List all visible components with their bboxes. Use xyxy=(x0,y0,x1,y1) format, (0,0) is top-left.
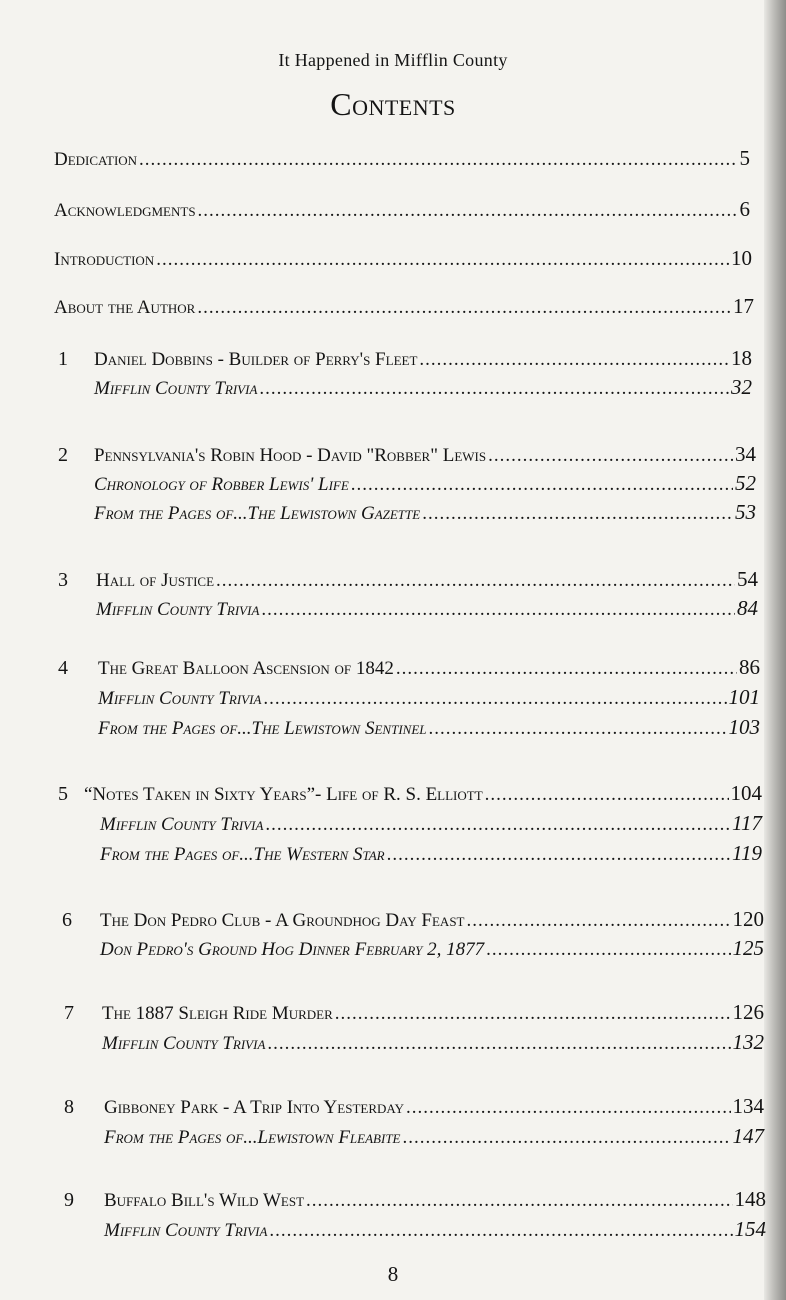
sub-entry-title: Mifflin County Trivia xyxy=(102,1033,266,1054)
toc-sub-entry xyxy=(104,1123,764,1151)
sub-entry-page: 101 xyxy=(728,685,760,709)
chapter-title: The Great Balloon Ascension of 1842 xyxy=(98,658,394,679)
sub-entry-page: 125 xyxy=(732,936,764,960)
sub-entry-page: 84 xyxy=(737,596,758,620)
page-edge-shadow xyxy=(764,0,786,1300)
chapter-number: 2 xyxy=(58,444,68,466)
toc-entry-acknowledgments xyxy=(54,196,750,224)
dot-leader xyxy=(467,908,731,934)
toc-sub-entry xyxy=(94,470,756,498)
chapter-number: 7 xyxy=(64,1002,74,1024)
toc-sub-entry xyxy=(98,714,760,742)
toc-sub-entry xyxy=(94,374,752,402)
dot-leader xyxy=(198,198,738,224)
chapter-title: The Don Pedro Club - A Groundhog Day Feast xyxy=(100,910,465,931)
dot-leader xyxy=(197,295,731,321)
chapter-title: Daniel Dobbins - Builder of Perry's Fleet xyxy=(94,349,418,370)
sub-entry-page: 52 xyxy=(735,471,756,495)
page-title: Contents xyxy=(330,86,456,122)
toc-entry-dedication xyxy=(54,145,750,173)
chapter-number: 9 xyxy=(64,1189,74,1211)
dot-leader xyxy=(265,812,730,838)
sub-entry-title: Don Pedro's Ground Hog Dinner February 2, 1877 xyxy=(100,939,485,960)
toc-page: 10 xyxy=(731,246,752,270)
sub-entry-page: 32 xyxy=(731,375,752,399)
chapter-number: 4 xyxy=(58,657,68,679)
dot-leader xyxy=(429,716,727,742)
chapter-title: Hall of Justice xyxy=(96,570,215,591)
running-header: It Happened in Mifflin County xyxy=(278,50,508,70)
sub-entry-page: 117 xyxy=(732,811,762,835)
toc-chapter-1 xyxy=(58,345,752,373)
dot-leader xyxy=(485,782,729,808)
toc-chapter-8 xyxy=(64,1093,764,1121)
dot-leader xyxy=(486,937,730,963)
chapter-title: Gibboney Park - A Trip Into Yesterday xyxy=(104,1097,404,1118)
chapter-page: 126 xyxy=(732,1000,764,1024)
chapter-title: Buffalo Bill's Wild West xyxy=(104,1190,305,1211)
chapter-number: 1 xyxy=(58,348,68,370)
sub-entry-title: Mifflin County Trivia xyxy=(98,688,262,709)
chapter-page: 54 xyxy=(737,567,758,591)
chapter-title: Pennsylvania's Robin Hood - David "Robber" Lewis xyxy=(94,445,487,466)
dot-leader xyxy=(335,1001,731,1027)
dot-leader xyxy=(419,347,729,373)
chapter-number: 6 xyxy=(62,909,72,931)
chapter-page: 34 xyxy=(735,442,756,466)
sub-entry-page: 154 xyxy=(734,1217,766,1241)
chapter-number: 8 xyxy=(64,1096,74,1118)
sub-entry-page: 119 xyxy=(732,841,762,865)
toc-sub-entry xyxy=(100,810,762,838)
chapter-page: 148 xyxy=(734,1187,766,1211)
dot-leader xyxy=(422,501,733,527)
dot-leader xyxy=(139,147,737,173)
sub-entry-title: Mifflin County Trivia xyxy=(100,814,264,835)
dot-leader xyxy=(267,1031,730,1057)
page-number: 8 xyxy=(387,1262,399,1286)
toc-chapter-2 xyxy=(58,441,756,469)
chapter-number: 5 xyxy=(58,783,68,805)
sub-entry-title: From the Pages of...The Lewistown Gazette xyxy=(94,503,421,524)
sub-entry-title: Mifflin County Trivia xyxy=(94,378,258,399)
toc-label: Introduction xyxy=(54,249,155,270)
sub-entry-title: From the Pages of...Lewistown Fleabite xyxy=(104,1127,401,1148)
toc-sub-entry xyxy=(98,684,760,712)
sub-entry-title: Chronology of Robber Lewis' Life xyxy=(94,474,349,495)
dot-leader xyxy=(216,568,735,594)
dot-leader xyxy=(259,376,729,402)
toc-sub-entry xyxy=(94,499,756,527)
chapter-number: 3 xyxy=(58,569,68,591)
toc-chapter-9 xyxy=(64,1186,766,1214)
chapter-page: 18 xyxy=(731,346,752,370)
sub-entry-page: 132 xyxy=(732,1030,764,1054)
toc-entry-introduction xyxy=(54,245,752,273)
dot-leader xyxy=(488,443,733,469)
toc-chapter-4 xyxy=(58,654,760,682)
sub-entry-page: 103 xyxy=(728,715,760,739)
sub-entry-title: Mifflin County Trivia xyxy=(104,1220,268,1241)
chapter-page: 120 xyxy=(732,907,764,931)
toc-chapter-6 xyxy=(62,906,764,934)
chapter-title: “Notes Taken in Sixty Years”- Life of R. S. Elliott xyxy=(84,784,483,805)
toc-sub-entry xyxy=(100,840,762,868)
sub-entry-title: From the Pages of...The Western Star xyxy=(100,844,385,865)
dot-leader xyxy=(156,247,729,273)
toc-page: 17 xyxy=(733,294,754,318)
dot-leader xyxy=(396,656,737,682)
chapter-page: 86 xyxy=(739,655,760,679)
sub-entry-title: Mifflin County Trivia xyxy=(96,599,260,620)
toc-label: Acknowledgments xyxy=(54,200,196,221)
dot-leader xyxy=(269,1218,732,1244)
dot-leader xyxy=(306,1188,732,1214)
chapter-page: 134 xyxy=(732,1094,764,1118)
toc-chapter-3 xyxy=(58,566,758,594)
chapter-title: The 1887 Sleigh Ride Murder xyxy=(102,1003,333,1024)
dot-leader xyxy=(351,472,733,498)
dot-leader xyxy=(261,597,735,623)
dot-leader xyxy=(403,1125,731,1151)
sub-entry-page: 147 xyxy=(732,1124,764,1148)
toc-chapter-7 xyxy=(64,999,764,1027)
toc-sub-entry xyxy=(102,1029,764,1057)
toc-page: 6 xyxy=(739,197,750,221)
sub-entry-page: 53 xyxy=(735,500,756,524)
toc-entry-about-the-author xyxy=(54,293,754,321)
toc-sub-entry xyxy=(96,595,758,623)
toc-sub-entry xyxy=(100,935,764,963)
dot-leader xyxy=(406,1095,731,1121)
toc-chapter-5 xyxy=(58,780,762,808)
dot-leader xyxy=(263,686,726,712)
toc-sub-entry xyxy=(104,1216,766,1244)
toc-page: 5 xyxy=(739,146,750,170)
sub-entry-title: From the Pages of...The Lewistown Sentinel xyxy=(98,718,427,739)
toc-label: About the Author xyxy=(54,297,196,318)
toc-label: Dedication xyxy=(54,149,138,170)
dot-leader xyxy=(387,842,730,868)
chapter-page: 104 xyxy=(730,781,762,805)
